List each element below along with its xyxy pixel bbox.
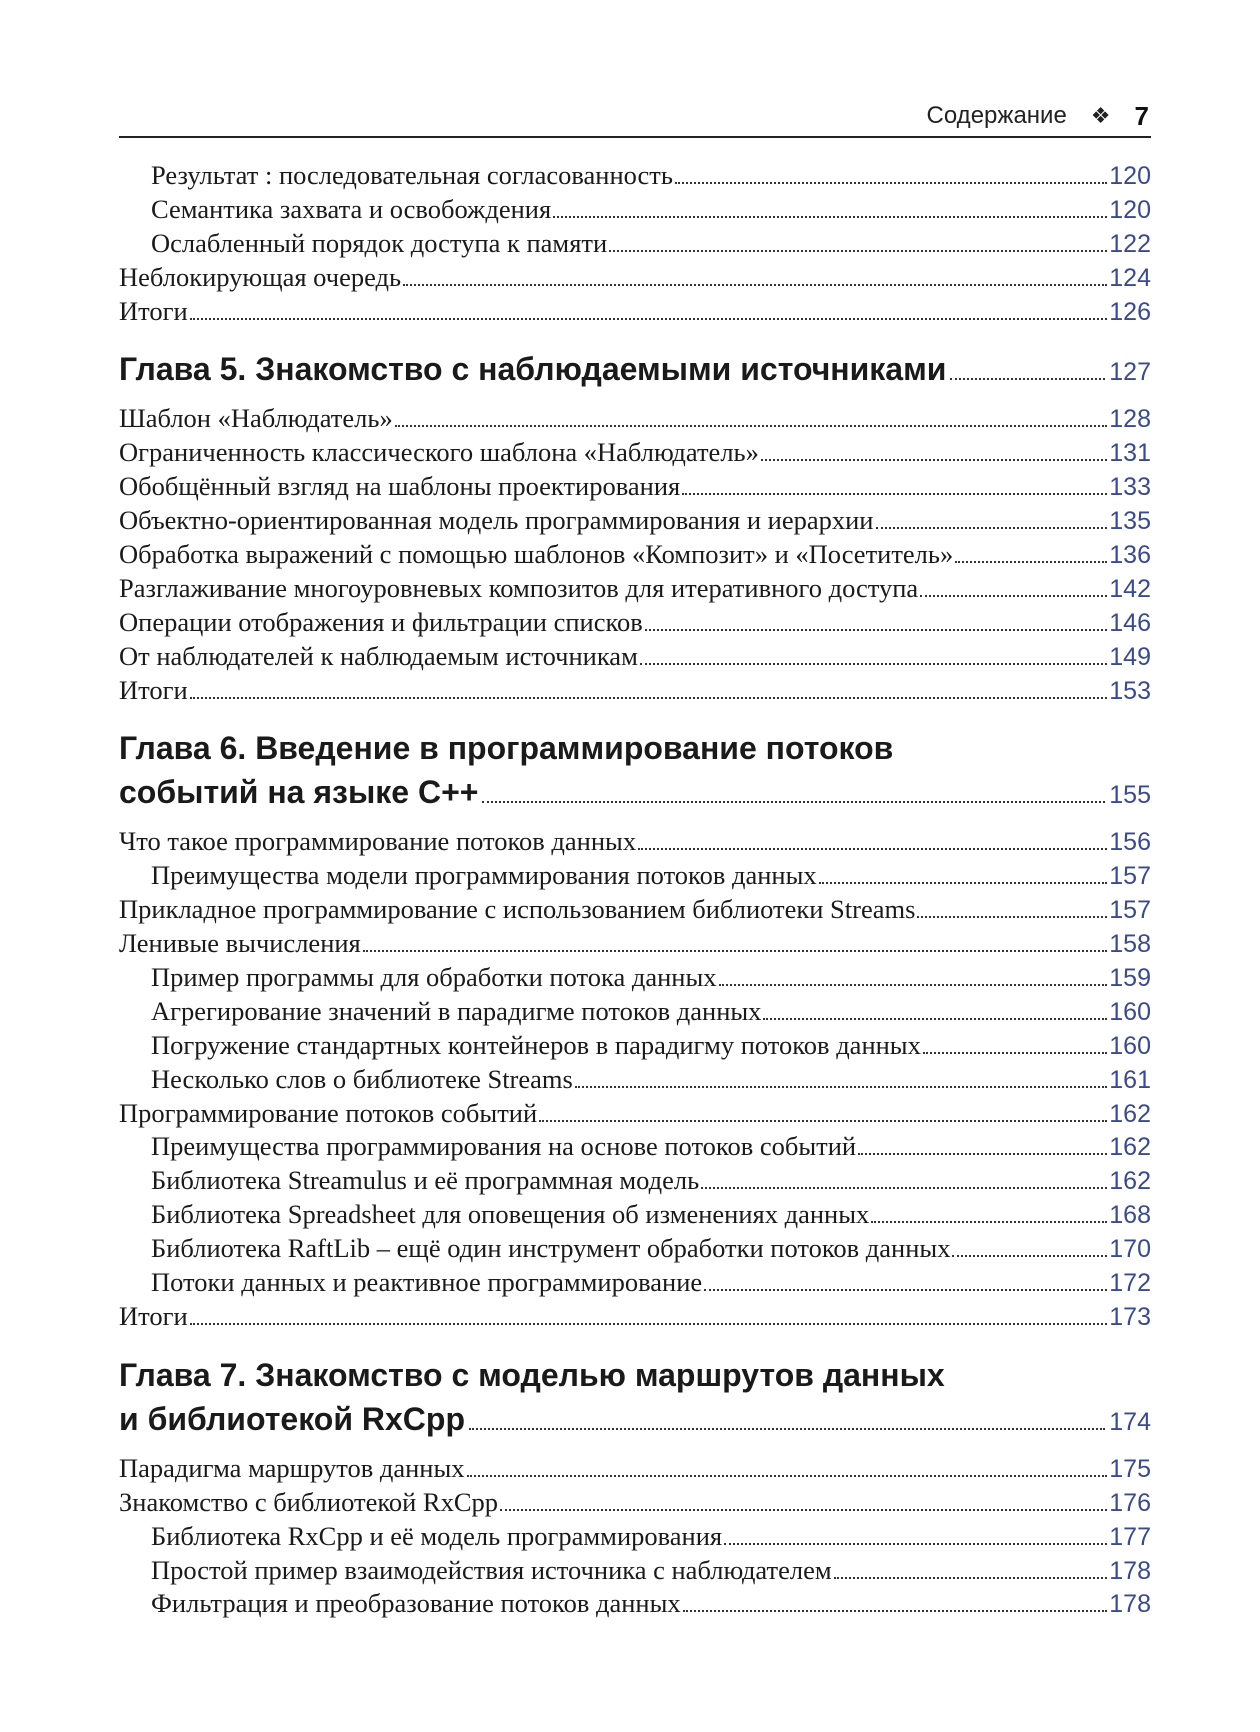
chapter-title-continued: событий на языке C++ — [119, 774, 479, 811]
toc-entry-page: 157 — [1109, 862, 1151, 891]
dot-leader — [467, 1469, 1108, 1477]
toc-entry-title: Потоки данных и реактивное программирование — [151, 1267, 703, 1298]
chapter-page: 174 — [1109, 1407, 1151, 1436]
toc-entry[interactable] — [119, 826, 1151, 860]
dot-leader — [876, 521, 1108, 529]
dot-leader — [701, 1181, 1107, 1189]
toc-entry-page: 120 — [1109, 162, 1151, 190]
dot-leader — [190, 691, 1108, 699]
chapter-title-continued: и библиотекой RxCpp — [119, 1400, 465, 1437]
dot-leader — [955, 555, 1107, 563]
page-number: 7 — [1134, 100, 1149, 131]
toc-entry-page: 135 — [1109, 507, 1151, 536]
toc-entry[interactable] — [119, 1165, 1151, 1199]
toc-entry-page: 173 — [1109, 1302, 1151, 1331]
toc-entry-title: Простой пример взаимодействия источника с наблюдателем — [151, 1554, 832, 1585]
toc-entry-page: 159 — [1109, 964, 1151, 993]
toc-entry-title: Ограниченность классического шаблона «Наблюдатель» — [119, 437, 759, 468]
toc-entry[interactable] — [119, 894, 1151, 928]
chapter-heading[interactable] — [119, 351, 1151, 395]
toc-entry-page: 146 — [1109, 608, 1151, 637]
dot-leader — [871, 1215, 1107, 1223]
toc-entry-title: Шаблон «Наблюдатель» — [119, 403, 393, 434]
toc-entry-title: Прикладное программирование с использованием библиотеки Streams — [119, 894, 916, 925]
dot-leader — [539, 1114, 1107, 1122]
toc-entry-page: 172 — [1109, 1269, 1151, 1298]
dot-leader — [834, 1571, 1108, 1579]
toc-entry-title: Библиотека Spreadsheet для оповещения об изменениях данных — [151, 1199, 870, 1230]
chapter-title: Глава 6. Введение в программирование потоков — [119, 730, 894, 767]
toc-entry-page: 142 — [1109, 574, 1151, 603]
toc-entry-page: 162 — [1109, 1167, 1151, 1196]
toc-entry-page: 157 — [1109, 896, 1151, 925]
dot-leader — [395, 419, 1108, 427]
dot-leader — [190, 312, 1108, 320]
toc-entry[interactable] — [119, 1267, 1151, 1301]
dot-leader — [638, 842, 1107, 850]
toc-entry-title: Несколько слов о библиотеке Streams — [151, 1063, 573, 1094]
toc-entry-title: Погружение стандартных контейнеров в парадигму потоков данных — [151, 1029, 921, 1060]
toc-entry-title: Знакомство с библиотекой RxCpp — [119, 1486, 499, 1517]
toc-entry-page: 158 — [1109, 930, 1151, 959]
toc-entry-title: Обработка выражений с помощью шаблонов «Композит» и «Посетитель» — [119, 539, 954, 570]
chapter-section — [119, 730, 1151, 1334]
toc-entry-title: Библиотека RxCpp и её модель программирования — [151, 1520, 723, 1551]
toc-entry-page: 168 — [1109, 1201, 1151, 1230]
dot-leader — [363, 944, 1108, 952]
toc-entry[interactable] — [119, 1487, 1151, 1521]
dot-leader — [724, 1537, 1107, 1545]
toc-entry-title: Агрегирование значений в парадигме потоков данных — [151, 995, 762, 1026]
running-title: Содержание — [926, 102, 1067, 129]
dot-leader — [482, 793, 1105, 803]
toc-entry[interactable] — [119, 228, 1151, 262]
chapter-title: Глава 5. Знакомство с наблюдаемыми источниками — [119, 351, 947, 388]
chapter-heading-line[interactable] — [119, 1357, 1151, 1401]
toc-entry[interactable] — [119, 1301, 1151, 1335]
toc-chapters — [119, 351, 1151, 1622]
dot-leader — [950, 370, 1105, 380]
dot-leader — [500, 1503, 1107, 1511]
toc-entry[interactable] — [119, 1555, 1151, 1589]
toc-entry-title: Что такое программирование потоков данных — [119, 826, 637, 857]
chapter-heading[interactable] — [119, 1401, 1151, 1445]
dot-leader — [923, 1046, 1107, 1054]
toc-entry-page: 133 — [1109, 473, 1151, 502]
dot-leader — [640, 657, 1107, 665]
toc-entry-page: 136 — [1109, 541, 1151, 570]
toc-entry-title: Парадигма маршрутов данных — [119, 1452, 465, 1483]
toc-entry[interactable] — [119, 1131, 1151, 1165]
chapter-section — [119, 351, 1151, 708]
dot-leader — [683, 1604, 1108, 1612]
toc-entry-page: 156 — [1109, 828, 1151, 857]
spacer — [119, 1445, 1151, 1453]
dot-leader — [190, 1317, 1108, 1325]
toc-entry-title: Фильтрация и преобразование потоков данных — [151, 1588, 681, 1619]
toc-entry-page: 162 — [1109, 1099, 1151, 1128]
toc-entry-page: 126 — [1109, 297, 1151, 326]
chapter-heading-line[interactable] — [119, 730, 1151, 774]
dot-leader — [575, 1080, 1107, 1088]
dot-leader — [609, 244, 1107, 252]
dot-leader — [719, 978, 1108, 986]
toc-entry-title: Объектно-ориентированная модель программирования и иерархии — [119, 505, 874, 536]
dot-leader — [553, 210, 1107, 218]
toc-entry[interactable] — [119, 1521, 1151, 1555]
toc-entry-title: Ослабленный порядок доступа к памяти — [151, 227, 608, 258]
toc-entry-title: Библиотека RaftLib – ещё один инструмент обработки потоков данных — [151, 1233, 951, 1264]
toc-entry[interactable] — [119, 471, 1151, 505]
toc-entry[interactable] — [119, 1098, 1151, 1132]
toc-entry[interactable] — [119, 437, 1151, 471]
toc-entry-page: 178 — [1109, 1556, 1151, 1585]
toc-entry[interactable] — [119, 539, 1151, 573]
toc-entry-title: Семантика захвата и освобождения — [151, 193, 552, 224]
toc-entry[interactable] — [119, 996, 1151, 1030]
dot-leader — [763, 1012, 1107, 1020]
toc-entry-page: 161 — [1109, 1065, 1151, 1094]
toc-entry-title: Программирование потоков событий — [119, 1097, 538, 1128]
toc-entry-page: 177 — [1109, 1522, 1151, 1551]
spacer — [119, 395, 1151, 403]
chapter-heading[interactable] — [119, 774, 1151, 818]
toc-entry-page: 124 — [1109, 263, 1151, 292]
dot-leader — [819, 876, 1108, 884]
toc-entry-title: Преимущества программирования на основе потоков событий — [151, 1131, 857, 1162]
toc-entry-page: 162 — [1109, 1133, 1151, 1162]
dot-leader — [952, 1249, 1107, 1257]
toc-entry-title: Библиотека Streamulus и её программная модель — [151, 1165, 700, 1196]
dot-leader — [403, 278, 1107, 286]
chapter-section — [119, 1357, 1151, 1622]
dot-leader — [858, 1147, 1107, 1155]
toc-entry[interactable] — [119, 675, 1151, 709]
toc-entry-page: 176 — [1109, 1488, 1151, 1517]
toc-entry[interactable] — [119, 641, 1151, 675]
toc-entry-page: 153 — [1109, 676, 1151, 705]
toc-entry-page: 175 — [1109, 1454, 1151, 1483]
dot-leader — [704, 1283, 1107, 1291]
toc-entry-page: 120 — [1109, 195, 1151, 224]
toc-entry[interactable] — [119, 403, 1151, 437]
toc-entry[interactable] — [119, 1199, 1151, 1233]
dot-leader — [682, 487, 1107, 495]
diamond-separator-icon: ❖ — [1090, 103, 1111, 128]
dot-leader — [920, 589, 1107, 597]
toc-entry[interactable] — [119, 1064, 1151, 1098]
spacer — [119, 818, 1151, 826]
toc-entry[interactable] — [119, 573, 1151, 607]
toc-entry[interactable] — [119, 607, 1151, 641]
chapter-page: 127 — [1109, 358, 1151, 387]
dot-leader — [761, 453, 1107, 461]
toc-entry-title: Операции отображения и фильтрации списков — [119, 606, 643, 637]
dot-leader — [917, 910, 1107, 918]
toc-entry-page: 160 — [1109, 997, 1151, 1026]
chapter-title: Глава 7. Знакомство с моделью маршрутов данных — [119, 1356, 945, 1393]
toc-entry-page: 160 — [1109, 1031, 1151, 1060]
dot-leader — [675, 176, 1107, 184]
toc-entry-page: 149 — [1109, 642, 1151, 671]
toc-entry[interactable] — [119, 1588, 1151, 1622]
toc-entry-title: Итоги — [119, 295, 188, 326]
toc-entry[interactable] — [119, 505, 1151, 539]
toc-entry-title: Итоги — [119, 1300, 188, 1331]
toc-entry-title: От наблюдателей к наблюдаемым источникам — [119, 640, 638, 671]
toc-entry-title: Пример программы для обработки потока данных — [151, 962, 717, 993]
toc-entry[interactable] — [119, 860, 1151, 894]
toc-entry[interactable] — [119, 928, 1151, 962]
toc-entry-title: Разглаживание многоуровневых композитов для итеративного доступа — [119, 572, 919, 603]
toc-entry-page: 178 — [1109, 1590, 1151, 1619]
toc-entry-title: Результат : последовательная согласованность — [151, 160, 673, 190]
toc-entry-page: 131 — [1109, 439, 1151, 468]
toc-entry-page: 128 — [1109, 405, 1151, 434]
toc-entry[interactable] — [119, 962, 1151, 996]
toc-entry[interactable] — [119, 194, 1151, 228]
toc-entry-title: Итоги — [119, 674, 188, 705]
toc-entry-title: Преимущества модели программирования потоков данных — [151, 860, 817, 891]
dot-leader — [645, 623, 1108, 631]
toc-entry-title: Неблокирующая очередь — [119, 261, 402, 292]
chapter-page: 155 — [1109, 781, 1151, 810]
toc-entry[interactable] — [119, 1030, 1151, 1064]
running-header — [119, 96, 1151, 138]
toc-entry[interactable] — [119, 1233, 1151, 1267]
dot-leader — [469, 1420, 1105, 1430]
toc-entry[interactable] — [119, 160, 1151, 194]
toc-entry[interactable] — [119, 262, 1151, 296]
toc-entry[interactable] — [119, 1453, 1151, 1487]
table-of-contents — [119, 160, 1151, 1622]
toc-entry-page: 122 — [1109, 229, 1151, 258]
toc-entry-title: Ленивые вычисления — [119, 928, 361, 959]
toc-intro-section — [119, 160, 1151, 329]
toc-entry-page: 170 — [1109, 1235, 1151, 1264]
toc-entry-title: Обобщённый взгляд на шаблоны проектирования — [119, 471, 681, 502]
toc-entry[interactable] — [119, 296, 1151, 330]
